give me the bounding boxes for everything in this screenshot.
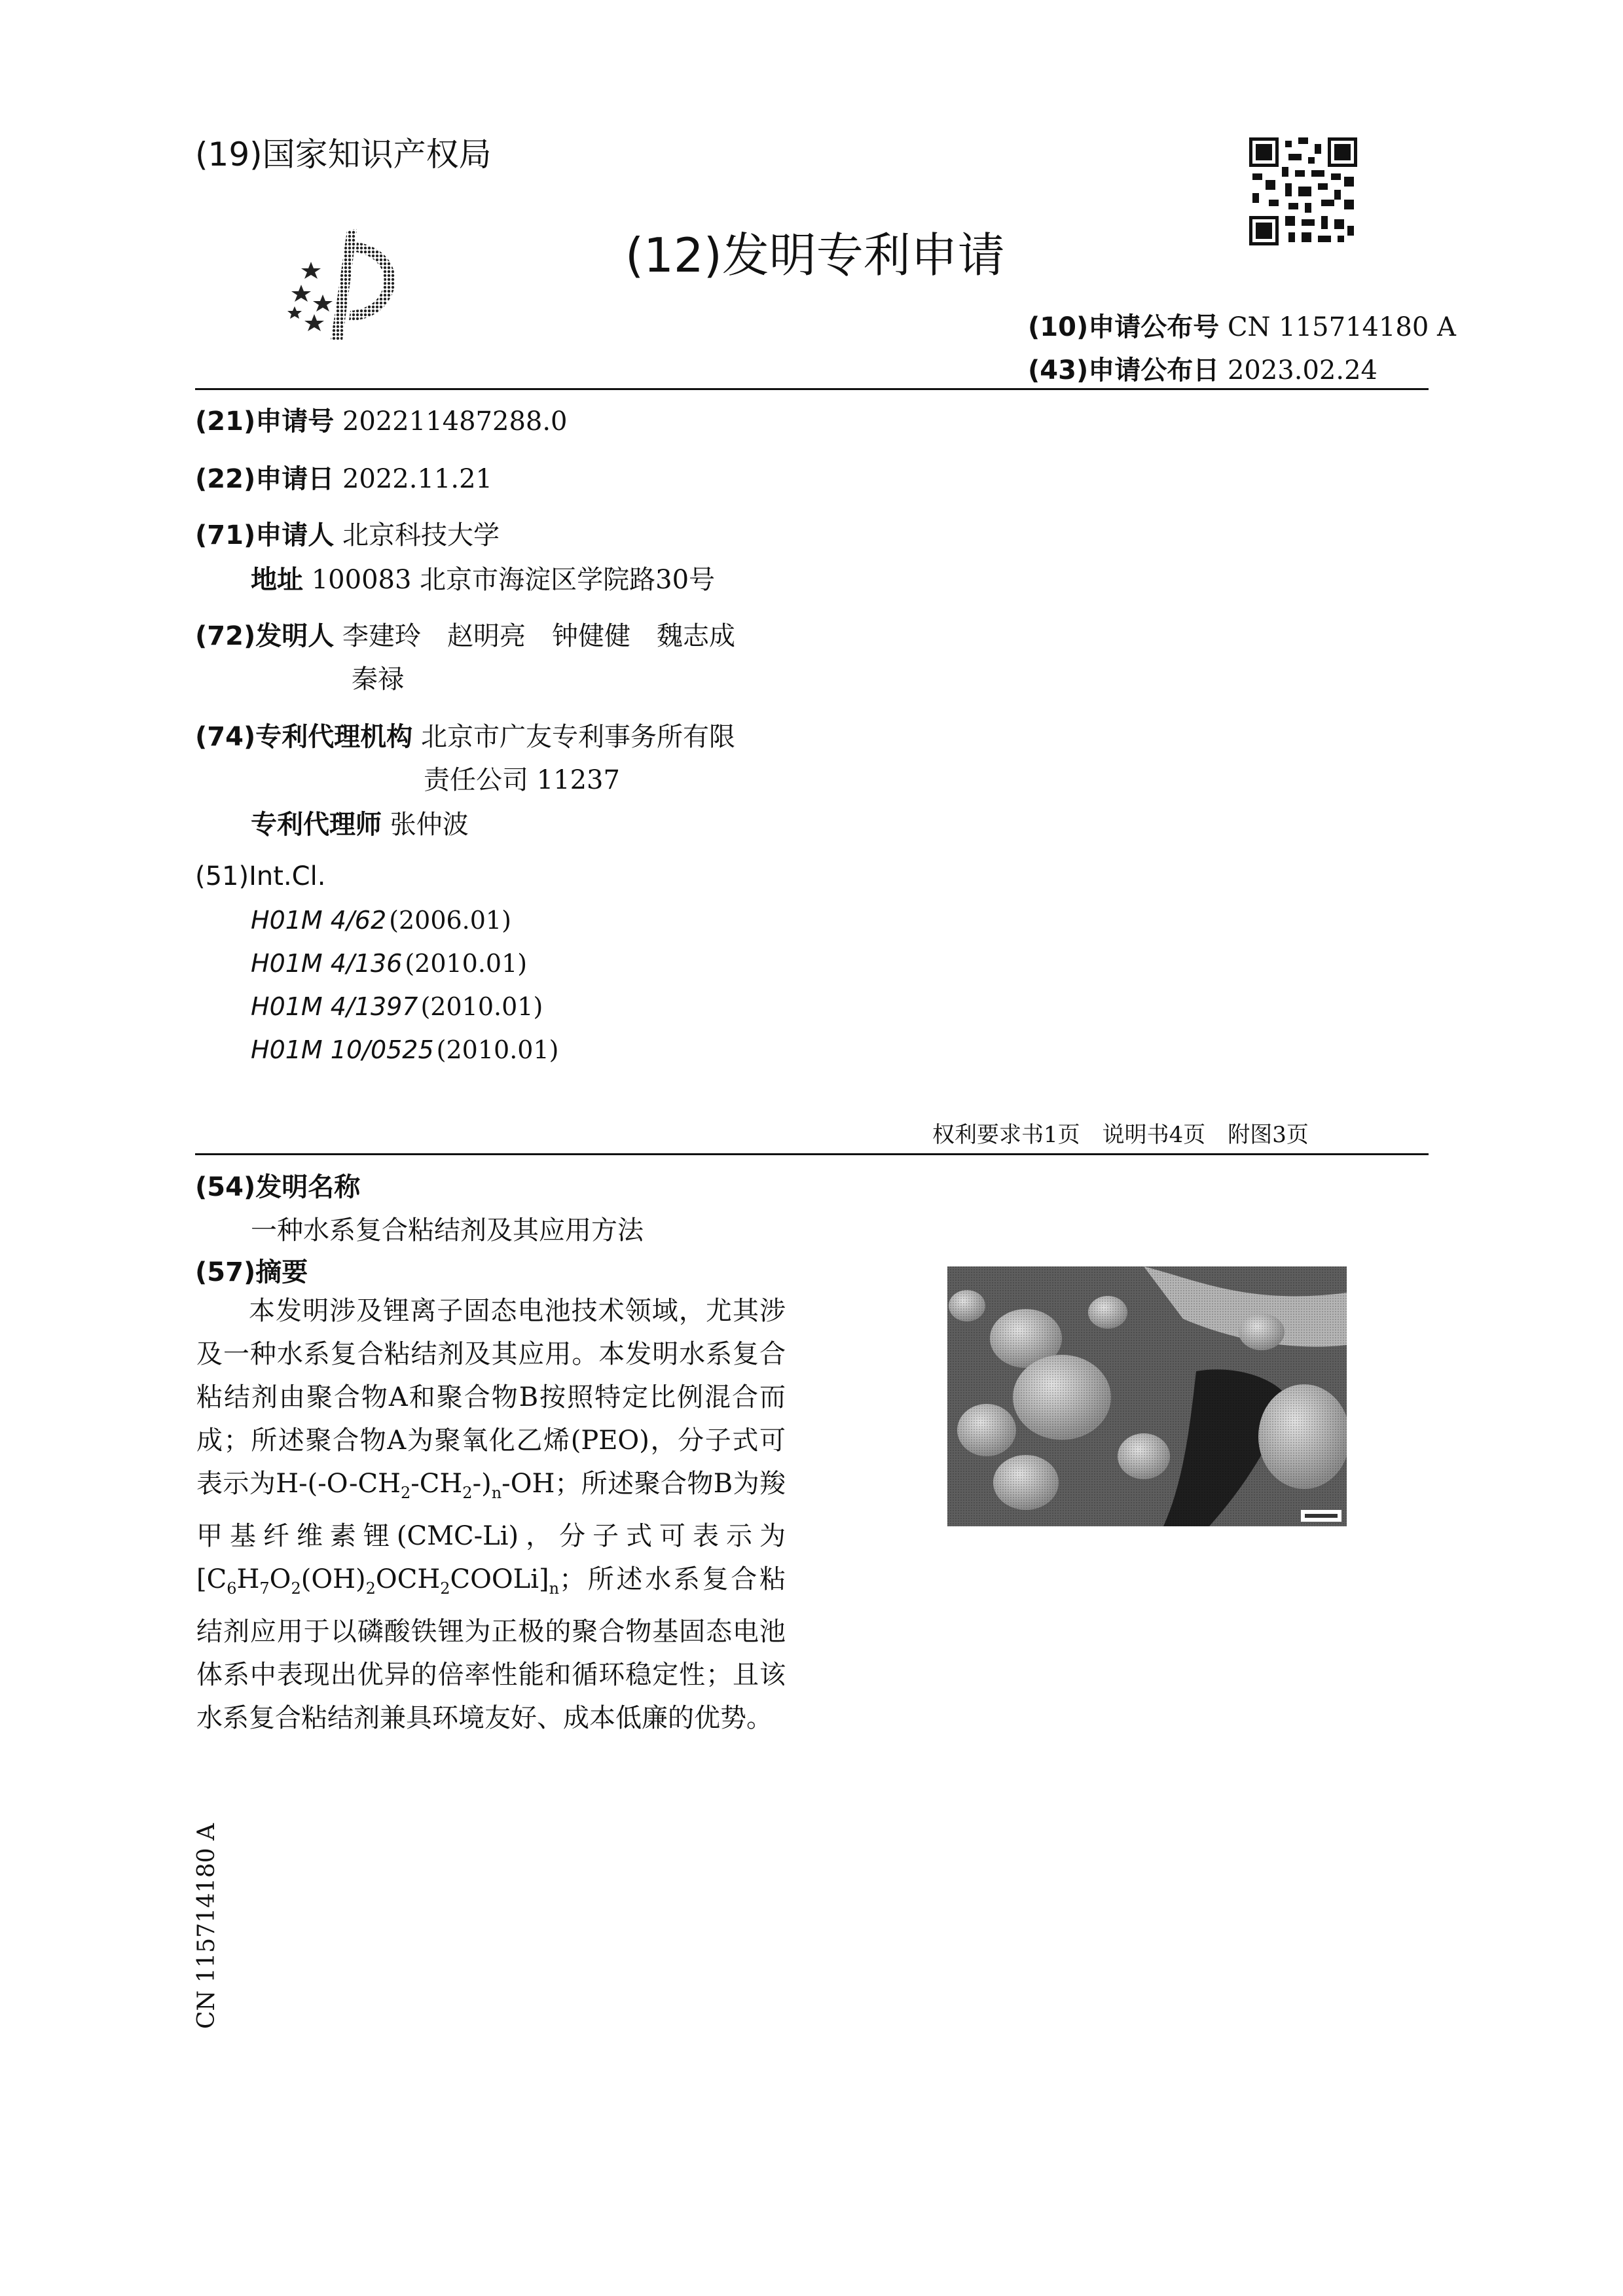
ipc-entry (251, 906, 511, 935)
title-label: (54)发明名称 (195, 1172, 361, 1202)
ipc-entry (251, 1035, 558, 1064)
abstract-text: 本发明涉及锂离子固态电池技术领域，尤其涉及一种水系复合粘结剂及其应用。本发明水系复合粘结剂由聚合物A和聚合物B按照特定比例混合而成；所述聚合物A为聚氧化乙烯(PEO)，分子式可表示为$H-(-O-CH_2-CH_2-)_n-OH$；所述聚合物B为羧甲基纤维素锂(CMC-Li)，分子式可表示为$[C_6H_7O_2(OH)_2OCH_2COOLi]_n$；所述水系复合粘结剂应用于以磷酸铁锂为正极的聚合物基固态电池体系中表现出优异的倍率性能和循环稳定性；且该水系复合粘结剂兼具环境友好、成本低廉的优势。 (196, 1296, 786, 1733)
address: 100083 北京市海淀区学院路30号 (311, 565, 716, 595)
ipc-code: H01M 4/62 (251, 906, 387, 935)
publication-date: 2023.02.24 (1227, 355, 1377, 386)
ipc-version: (2006.01) (389, 906, 511, 935)
applicant-label: (71)申请人 (195, 520, 335, 550)
inventor-row (195, 615, 735, 653)
invention-title: 一种水系复合粘结剂及其应用方法 (251, 1215, 644, 1246)
ipc-code: H01M 10/0525 (251, 1035, 434, 1064)
applicant: 北京科技大学 (342, 520, 500, 550)
application-number-label: (21)申请号 (195, 406, 335, 437)
applicant-row (195, 514, 500, 552)
agent-label: 专利代理师 (251, 810, 382, 840)
inventor-label: (72)发明人 (195, 621, 335, 651)
document-type: (12)发明专利申请 (625, 228, 1005, 283)
publication-number: CN 115714180 A (1227, 312, 1456, 342)
publication-number-row (1028, 306, 1456, 344)
ipc-version: (2010.01) (436, 1035, 559, 1064)
abstract-label: (57)摘要 (195, 1257, 308, 1287)
qr-code-icon (1249, 137, 1357, 245)
section-divider (195, 1153, 1429, 1155)
address-label: 地址 (251, 565, 303, 595)
inventors-line2: 秦禄 (352, 664, 404, 694)
header-divider (195, 388, 1429, 390)
ipc-version: (2010.01) (420, 992, 543, 1021)
application-date: 2022.11.21 (342, 464, 492, 494)
ipc-entry (251, 949, 527, 978)
ipc-code: H01M 4/136 (251, 949, 403, 978)
application-date-row (195, 458, 492, 495)
agency-row (195, 716, 735, 753)
ipc-entry (251, 992, 543, 1021)
application-date-label: (22)申请日 (195, 464, 335, 494)
agency-line2: 责任公司 11237 (424, 765, 620, 795)
side-publication-number: CN 115714180 A (193, 1823, 220, 2029)
agent-row (251, 804, 469, 841)
ipc-version: (2010.01) (405, 949, 528, 978)
office-name: (19)国家知识产权局 (195, 135, 492, 173)
page-count-info: 权利要求书1页 说明书4页 附图3页 (932, 1122, 1309, 1148)
application-number: 202211487288.0 (342, 406, 568, 437)
publication-date-label: (43)申请公布日 (1028, 355, 1220, 386)
agency-label: (74)专利代理机构 (195, 722, 413, 752)
application-number-row (195, 401, 568, 438)
publication-number-label: (10)申请公布号 (1028, 312, 1220, 342)
cnipa-emblem-icon (265, 223, 435, 347)
inventors-line1: 李建玲 赵明亮 钟健健 魏志成 (342, 621, 735, 651)
publication-date-row (1028, 350, 1377, 387)
ipc-code: H01M 4/1397 (251, 992, 418, 1021)
agent: 张仲波 (390, 810, 469, 840)
agency-line1: 北京市广友专利事务所有限 (420, 722, 735, 752)
address-row (251, 559, 715, 596)
ipc-label: (51)Int.Cl. (195, 861, 326, 891)
abstract-figure-micrograph (947, 1266, 1347, 1526)
